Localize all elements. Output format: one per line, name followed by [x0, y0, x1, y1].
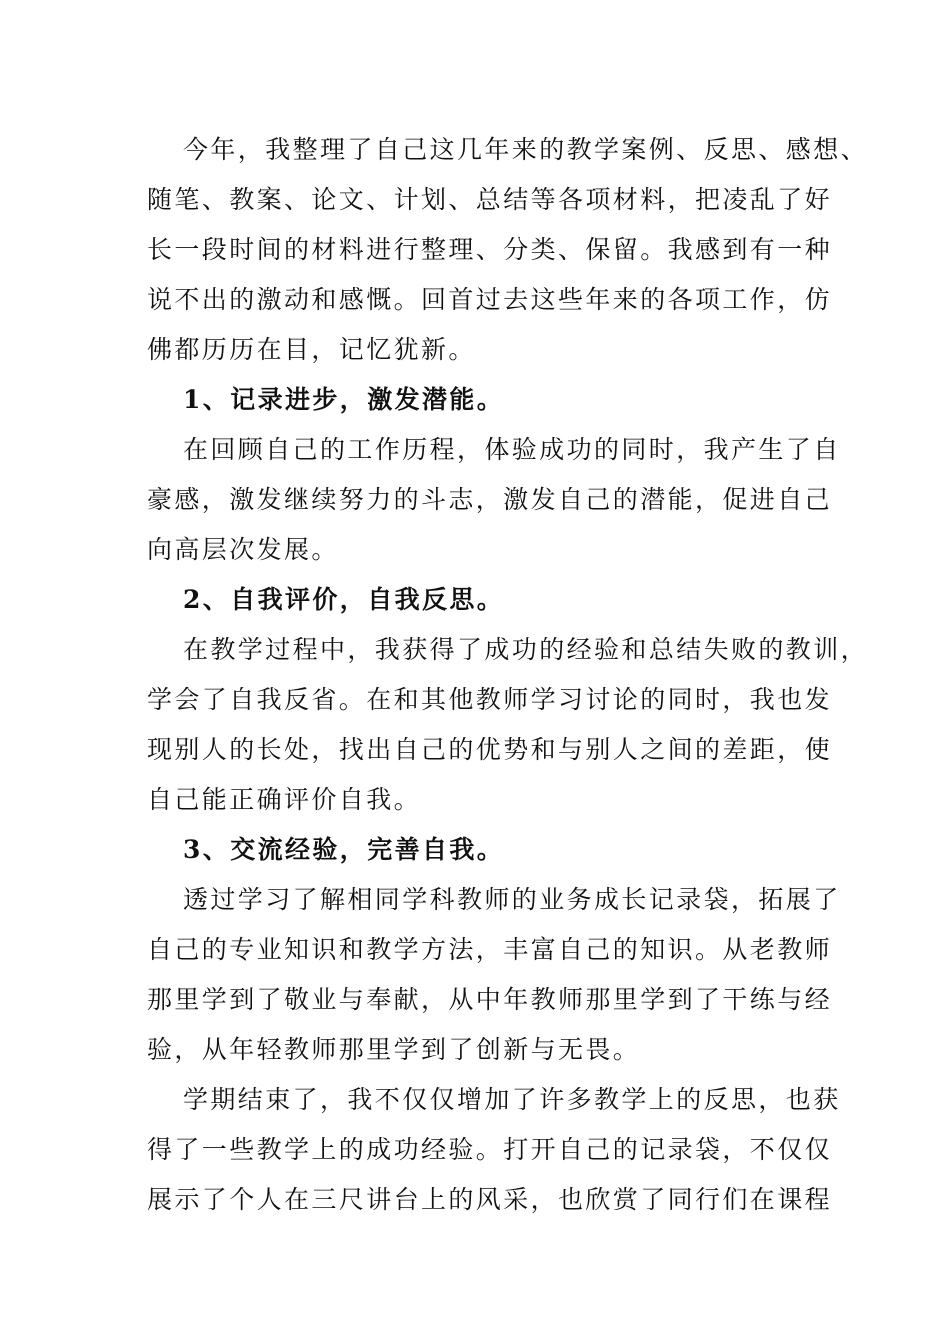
paragraph-line: 学期结束了，我不仅仅增加了许多教学上的反思，也获 [183, 1085, 841, 1114]
paragraph-line: 学会了自我反省。在和其他教师学习讨论的同时，我也发 [147, 685, 833, 714]
paragraph-line: 说不出的激动和感慨。回首过去这些年来的各项工作，仿 [147, 285, 833, 314]
paragraph-line: 展示了个人在三尺讲台上的风采，也欣赏了同行们在课程 [147, 1185, 833, 1214]
section-heading: 3、交流经验，完善自我。 [183, 835, 505, 864]
paragraph-line: 在教学过程中，我获得了成功的经验和总结失败的教训， [183, 635, 869, 664]
paragraph-line: 得了一些教学上的成功经验。打开自己的记录袋，不仅仅 [147, 1135, 833, 1164]
paragraph-line: 那里学到了敬业与奉献，从中年教师那里学到了干练与经 [147, 985, 833, 1014]
section-heading: 1、记录进步，激发潜能。 [183, 385, 505, 414]
paragraph-line: 随笔、教案、论文、计划、总结等各项材料，把凌乱了好 [147, 185, 833, 214]
section-heading: 2、自我评价，自我反思。 [183, 585, 505, 614]
paragraph-line: 今年，我整理了自己这几年来的教学案例、反思、感想、 [183, 135, 869, 164]
paragraph-line: 长一段时间的材料进行整理、分类、保留。我感到有一种 [147, 235, 833, 264]
paragraph-line: 现别人的长处，找出自己的优势和与别人之间的差距，使 [147, 735, 833, 764]
paragraph-line: 自己的专业知识和教学方法，丰富自己的知识。从老教师 [147, 935, 833, 964]
paragraph-line: 自己能正确评价自我。 [147, 785, 422, 814]
paragraph-line: 在回顾自己的工作历程，体验成功的同时，我产生了自 [183, 435, 841, 464]
paragraph-line: 向高层次发展。 [147, 535, 339, 564]
paragraph-line: 透过学习了解相同学科教师的业务成长记录袋，拓展了 [183, 885, 841, 914]
paragraph-line: 豪感，激发继续努力的斗志，激发自己的潜能，促进自己 [147, 485, 833, 514]
paragraph-line: 佛都历历在目，记忆犹新。 [147, 335, 476, 364]
paragraph-line: 验，从年轻教师那里学到了创新与无畏。 [147, 1035, 641, 1064]
